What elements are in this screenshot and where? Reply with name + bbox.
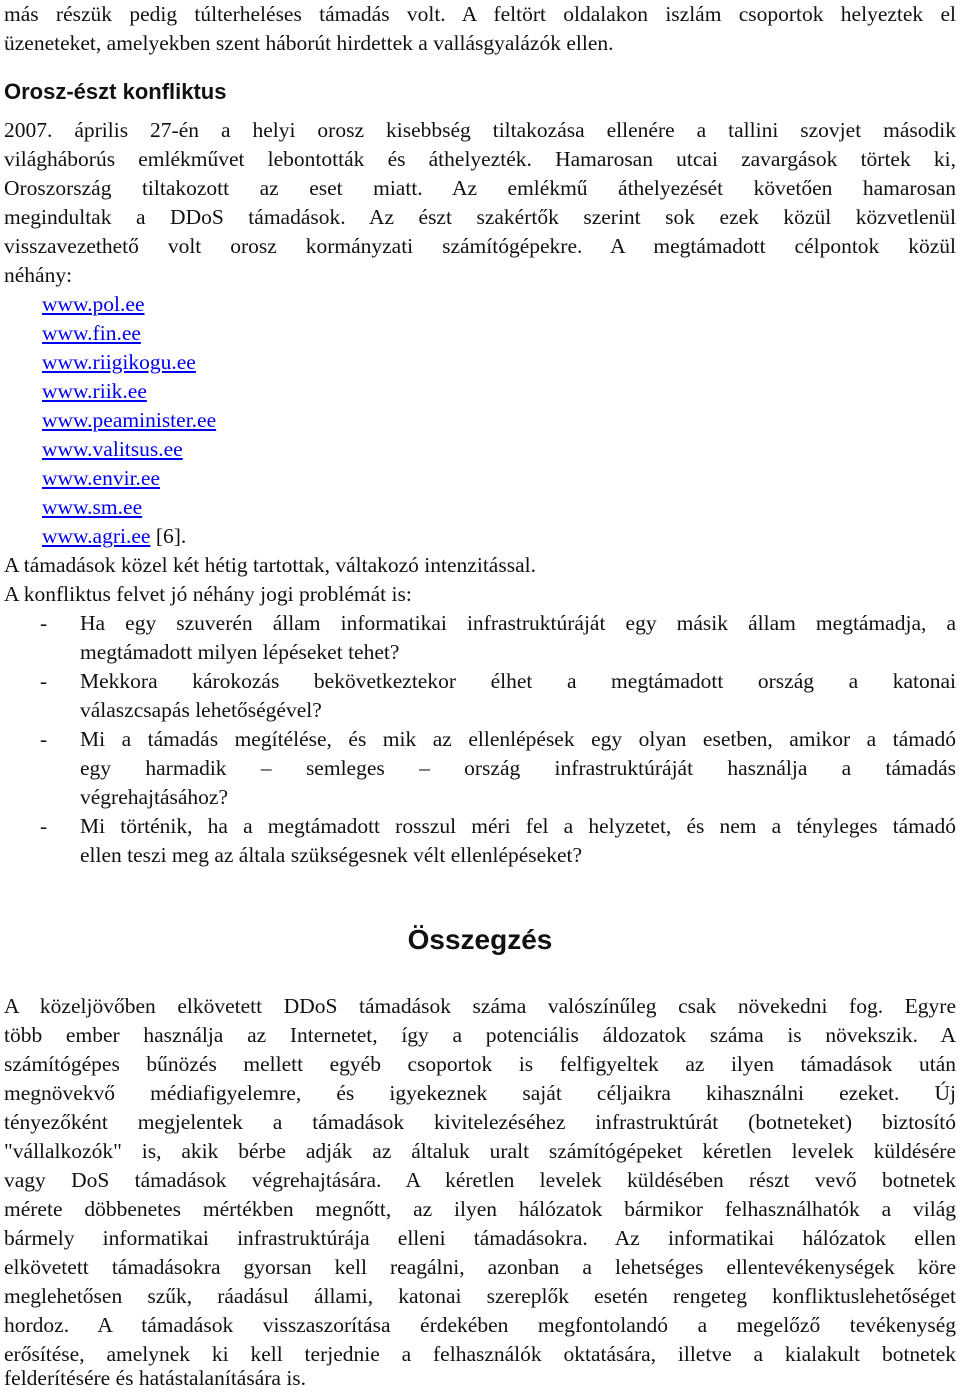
paragraph-line: több ember használja az Internetet, így a potenciális áldozatok száma is növekszik. A [4, 1023, 956, 1047]
link-pol[interactable]: www.pol.ee [42, 292, 145, 316]
paragraph-line: A konfliktus felvet jó néhány jogi problémát is: [4, 582, 412, 606]
paragraph-line: A támadások közel két hétig tartottak, váltakozó intenzitással. [4, 553, 536, 577]
list-item-line: válaszcsapás lehetőségével? [80, 698, 322, 722]
paragraph-line: visszavezethető volt orosz kormányzati számítógépekre. A megtámadott célpontok közül [4, 234, 956, 258]
paragraph-line: megnövekvő médiafigyelemre, és igyekeznek saját céljaikra kihasználni ezeket. Új [4, 1081, 956, 1105]
paragraph-line: vagy DoS támadások végrehajtására. A kéretlen levelek küldésében részt vevő botnetek [4, 1168, 956, 1192]
citation: [6]. [150, 524, 187, 548]
paragraph-line: A közeljövőben elkövetett DDoS támadások száma valószínűleg csak növekedni fog. Egyre [4, 994, 956, 1018]
paragraph-line: bármely informatikai infrastruktúrája elleni támadásokra. Az informatikai hálózatok ellen [4, 1226, 956, 1250]
link-envir[interactable]: www.envir.ee [42, 466, 161, 490]
link-valitsus[interactable]: www.valitsus.ee [42, 437, 183, 461]
link-sm[interactable]: www.sm.ee [42, 495, 143, 519]
paragraph-line: elkövetett támadásokra gyorsan kell reagálni, azonban a lehetséges ellentevékenységek köre [4, 1255, 956, 1279]
paragraph-line: megindultak a DDoS támadások. Az észt szakértők szerint sok ezek közül közvetlenül [4, 205, 956, 229]
paragraph-line: felderítésére és hatástalanítására is. [4, 1366, 307, 1390]
section-heading: Orosz-észt konfliktus [4, 79, 227, 104]
paragraph-line: más részük pedig túlterheléses támadás volt. A feltört oldalakon iszlám csoportok helyeztek el [4, 2, 956, 26]
link-item [42, 348, 442, 376]
list-item-line: Mekkora károkozás bekövetkeztekor élhet a megtámadott ország a katonai [80, 669, 956, 693]
paragraph-line: tényezőként megjelentek a támadások kivitelezéséhez infrastruktúrát (botneteket) biztosító [4, 1110, 956, 1134]
summary-heading: Összegzés [407, 924, 553, 955]
paragraph-line: üzeneteket, amelyekben szent háborút hirdettek a vallásgyalázók ellen. [4, 31, 614, 55]
paragraph-line: erősítése, amelynek ki kell terjednie a felhasználók oktatására, illetve a kialakult botnetek [4, 1342, 956, 1366]
link-item [42, 522, 442, 550]
link-item [42, 290, 442, 318]
link-fin[interactable]: www.fin.ee [42, 321, 141, 345]
paragraph-line: "vállalkozók" is, akik bérbe adják az általuk uralt számítógépeket kéretlen levelek küldésére [4, 1139, 956, 1163]
list-item-line: Mi a támadás megítélése, és mik az ellenlépések egy olyan esetben, amikor a támadó [80, 727, 956, 751]
list-dash: - [40, 814, 48, 838]
paragraph-line: Oroszország tiltakozott az eset miatt. Az emlékmű áthelyezését követően hamarosan [4, 176, 956, 200]
link-item [42, 435, 442, 463]
paragraph-line: néhány: [4, 263, 73, 287]
list-item-line: ellen teszi meg az általa szükségesnek vélt ellenlépéseket? [80, 843, 583, 867]
paragraph-line: meglehetősen szűk, ráadásul állami, katonai szereplők esetén rengeteg konfliktuslehetőséget [4, 1284, 956, 1308]
paragraph-line: mérete döbbenetes mértékben megnőtt, az ilyen hálózatok bármikor felhasználhatók a világ [4, 1197, 956, 1221]
link-agri[interactable]: www.agri.ee [42, 524, 151, 548]
paragraph-line: hordoz. A támadások visszaszorítása érdekében megfontolandó a megelőző tevékenység [4, 1313, 956, 1337]
link-item [42, 464, 442, 492]
list-item-line: végrehajtásához? [80, 785, 229, 809]
link-peaminister[interactable]: www.peaminister.ee [42, 408, 217, 432]
paragraph-line: számítógépes bűnözés mellett egyéb csoportok is felfigyeltek az ilyen támadások után [4, 1052, 956, 1076]
list-dash: - [40, 669, 48, 693]
link-item [42, 319, 442, 347]
paragraph-line: 2007. április 27-én a helyi orosz kisebbség tiltakozása ellenére a tallini szovjet második [4, 118, 956, 142]
list-item-line: Ha egy szuverén állam informatikai infrastruktúráját egy másik állam megtámadja, a [80, 611, 956, 635]
paragraph-line: világháborús emlékművet lebontották és áthelyezték. Hamarosan utcai zavargások törtek ki, [4, 147, 956, 171]
link-item [42, 406, 442, 434]
link-riik[interactable]: www.riik.ee [42, 379, 147, 403]
list-item-line: megtámadott milyen lépéseket tehet? [80, 640, 400, 664]
link-item [42, 493, 442, 521]
list-item-line: egy harmadik – semleges – ország infrastruktúráját használja a támadás [80, 756, 956, 780]
link-riigikogu[interactable]: www.riigikogu.ee [42, 350, 196, 374]
list-dash: - [40, 611, 48, 635]
list-item-line: Mi történik, ha a megtámadott rosszul méri fel a helyzetet, és nem a tényleges támadó [80, 814, 956, 838]
link-item [42, 377, 442, 405]
list-dash: - [40, 727, 48, 751]
